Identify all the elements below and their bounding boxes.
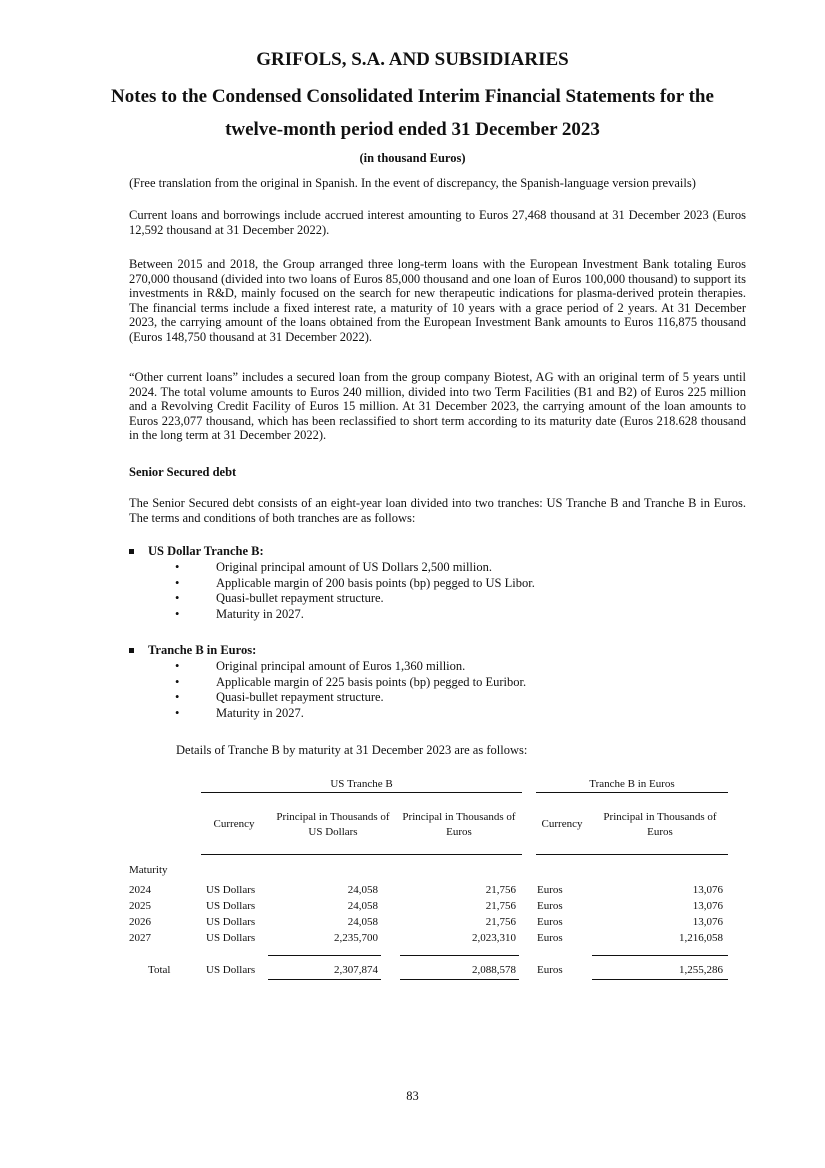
bullet-dot-icon: • xyxy=(175,674,180,689)
row-currency: US Dollars xyxy=(206,884,256,896)
bullet-dot-icon: • xyxy=(175,575,180,590)
row-principal-usd: 24,058 xyxy=(347,916,378,928)
translation-note: (Free translation from the original in Spanish. In the event of discrepancy, the Spanish-language version prevails) xyxy=(129,176,696,190)
row-currency-eur: Euros xyxy=(537,884,563,896)
group-header-us: US Tranche B xyxy=(330,778,393,790)
row-principal-eur: 13,076 xyxy=(692,900,723,912)
col-header-principal-usd: Principal in Thousands of US Dollars xyxy=(276,811,390,838)
bullet-heading-eur-label: Tranche B in Euros: xyxy=(148,643,257,657)
total-underline-eur xyxy=(592,979,728,980)
paragraph-eib-loans: Between 2015 and 2018, the Group arranged three long-term loans with the European Investment Bank totaling Euros 270,000 thousand (divided into two loans of Euros 85,000 thousand and one loan of Euros 100,000 thousand) to support its investments in R&D, mainly focused on the search for new therapeutic indications for plasma-derived protein therapies. The financial terms include a fixed interest rate, a maturity of 10 years with a grace period of 2 years. At 31 December 2023, the carrying amount of the loans obtained from the European Investment Bank amounts to Euros 116,875 thousand (Euros 148,750 thousand at 31 December 2022). xyxy=(129,257,746,344)
row-currency-eur: Euros xyxy=(537,932,563,944)
document-title-line2: twelve-month period ended 31 December 2023 xyxy=(225,119,600,140)
total-principal-eur-us: 2,088,578 xyxy=(472,964,516,976)
row-principal-eur: 13,076 xyxy=(692,916,723,928)
paragraph-accrued-interest: Current loans and borrowings include accrued interest amounting to Euros 27,468 thousand at 31 December 2023 (Euros 12,592 thousand at 31 December 2022). xyxy=(129,208,746,237)
row-label-header: Maturity xyxy=(129,864,168,876)
col-header-currency-us: Currency xyxy=(213,818,255,830)
row-currency: US Dollars xyxy=(206,932,256,944)
row-principal-eur-us: 21,756 xyxy=(485,900,516,912)
row-currency-eur: Euros xyxy=(537,916,563,928)
total-currency-eur: Euros xyxy=(537,964,563,976)
total-rule-eur xyxy=(592,955,728,956)
bullet-dot-icon: • xyxy=(175,560,180,574)
total-currency: US Dollars xyxy=(206,964,256,976)
square-bullet-icon xyxy=(129,549,134,554)
bullet-dot-icon: • xyxy=(175,659,180,673)
document-page: GRIFOLS, S.A. AND SUBSIDIARIES Notes to the Condensed Consolidated Interim Financial Statements for the twelve-month period ended 31 December 2023 (in thousand Euros) (Free translation from the original in Spanish. In the event of discrepancy, the Spanish-language version prevails) Current loans and borrowings include accrued interest amounting to Euros 27,468 thousand at 31 December 2023 (Euros 12,592 thousand at 31 December 2022). Between 2015 and 2018, the Group arranged three long-term loans with the European Investment Bank totaling Euros 270,000 thousand (divided into two loans of Euros 85,000 thousand and one loan of Euros 100,000 thousand) to support its investments in R&D, mainly focused on the search for new therapeutic indications for plasma-derived protein therapies. The financial terms include a fixed interest rate, a maturity of 10 years with a grace period of 2 years. At 31 December 2023, the carrying amount of the loans obtained from the European Investment Bank amounts to Euros 116,875 thousand (Euros 148,750 thousand at 31 December 2022). “Other current loans” includes a secured loan from the group company Biotest, AG with an original term of 5 years until 2024. The total volume amounts to Euros 240 million, divided into two Term Facilities (B1 and B2) of Euros 225 million and a Revolving Credit Facility of Euros 15 million. At 31 December 2023, the carrying amount of the loan amounts to Euros 223,077 thousand, which has been reclassified to short term according to its maturity date (Euros 218.628 thousand in the long term at 31 December 2022). Senior Secured debt The Senior Secured debt consists of an eight-year loan divided into two tranches: US Tranche B and Tranche B in Euros. The terms and conditions of both tranches are as follows: US Dollar Tranche B: • Original principal amount of US Dollars 2,500 million. • Applicable margin of 200 basis points (bp) pegged to US Libor. • Quasi-bullet repayment structure. • Maturity in 2027. Tranche B in Euros: • Original principal amount of Euros 1,360 million. • Applicable margin of 225 basis points (bp) pegged to Euribor. • Quasi-bullet repayment structure. • Maturity in 2027. Details of Tranche B by maturity at 31 December 2023 are as follows: US Tranche B Tranche B in Euros Currency Principal in Thousands of US Dollars Principal in Thousands of Euros Currency Principal in Thousands of Euros Maturity 2024 US Dollars 24,058 21,756 Euros 13,076 2025 US Dollars 24,058 21,756 Euros 13,076 2026 US Dollars 24,058 21,756 Euros 13,076 2027 US Dollars 2,235,700 2,023,310 Euros 1,216,058 Total US Dollars 2,307,874 2,088,578 Euros 1,255,286 83 xyxy=(0,0,825,1168)
group-rule-eur xyxy=(536,792,728,793)
row-year: 2026 xyxy=(129,916,151,928)
col-header-principal-eur: Principal in Thousands of Euros xyxy=(603,811,717,838)
row-principal-eur-us: 21,756 xyxy=(485,884,516,896)
col-header-currency-eur: Currency xyxy=(541,818,583,830)
total-label: Total xyxy=(148,964,171,976)
row-currency: US Dollars xyxy=(206,916,256,928)
company-name: GRIFOLS, S.A. AND SUBSIDIARIES xyxy=(256,49,569,70)
table-intro: Details of Tranche B by maturity at 31 December 2023 are as follows: xyxy=(176,743,528,757)
page-number: 83 xyxy=(406,1089,419,1103)
paragraph-senior-secured: The Senior Secured debt consists of an eight-year loan divided into two tranches: US Tranche B and Tranche B in Euros. The terms and conditions of both tranches are as follows: xyxy=(129,496,746,525)
square-bullet-icon xyxy=(129,648,134,653)
section-heading: Senior Secured debt xyxy=(129,465,237,479)
row-principal-usd: 24,058 xyxy=(347,900,378,912)
total-rule-eur-us xyxy=(400,955,519,956)
row-principal-eur: 13,076 xyxy=(692,884,723,896)
row-currency-eur: Euros xyxy=(537,900,563,912)
paragraph-other-current-loans: “Other current loans” includes a secured loan from the group company Biotest, AG with an original term of 5 years until 2024. The total volume amounts to Euros 240 million, divided into two Term Facilities (B1 and B2) of Euros 225 million and a Revolving Credit Facility of Euros 15 million. At 31 December 2023, the carrying amount of the loan amounts to Euros 223,077 thousand, which has been reclassified to short term according to its maturity date (Euros 218.628 thousand in the long term at 31 December 2022). xyxy=(129,370,746,443)
row-principal-usd: 2,235,700 xyxy=(334,932,378,944)
total-rule-usd xyxy=(268,955,381,956)
total-principal-usd: 2,307,874 xyxy=(334,964,378,976)
group-header-eur: Tranche B in Euros xyxy=(589,778,675,790)
bullet-dot-icon: • xyxy=(175,705,180,720)
total-principal-eur: 1,255,286 xyxy=(679,964,723,976)
total-underline-eur-us xyxy=(400,979,519,980)
bullet-dot-icon: • xyxy=(175,591,180,605)
document-title-line1: Notes to the Condensed Consolidated Interim Financial Statements for the xyxy=(111,86,714,107)
col-header-principal-eur-us: Principal in Thousands of Euros xyxy=(402,811,516,838)
row-year: 2027 xyxy=(129,932,151,944)
units-note: (in thousand Euros) xyxy=(359,151,466,165)
header-rule-eur xyxy=(536,854,728,855)
bullet-heading-us-label: US Dollar Tranche B: xyxy=(148,544,264,558)
total-underline-usd xyxy=(268,979,381,980)
row-year: 2025 xyxy=(129,900,151,912)
bullet-dot-icon: • xyxy=(175,690,180,704)
bullet-dot-icon: • xyxy=(175,606,180,621)
row-year: 2024 xyxy=(129,884,151,896)
bullet-heading-eur xyxy=(129,643,256,658)
header-rule-us xyxy=(201,854,522,855)
bullet-heading-us xyxy=(129,544,264,559)
row-principal-eur-us: 21,756 xyxy=(485,916,516,928)
group-rule-us xyxy=(201,792,522,793)
row-principal-eur-us: 2,023,310 xyxy=(472,932,516,944)
row-currency: US Dollars xyxy=(206,900,256,912)
row-principal-usd: 24,058 xyxy=(347,884,378,896)
row-principal-eur: 1,216,058 xyxy=(679,932,723,944)
